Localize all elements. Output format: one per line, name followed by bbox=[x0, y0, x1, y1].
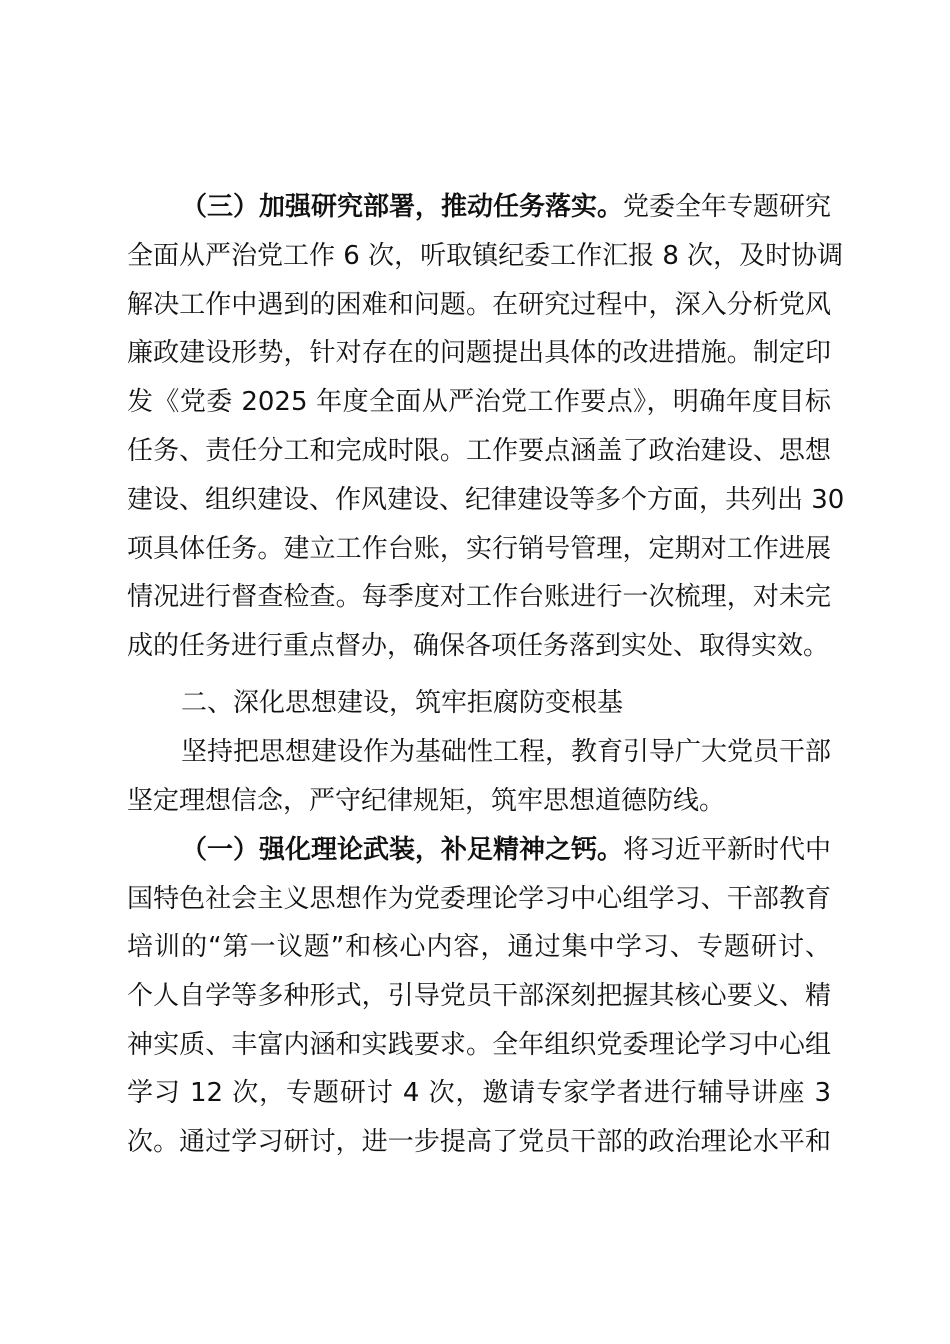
paragraph-line: 成的任务进行重点督办，确保各项任务落到实处、取得实效。 bbox=[127, 631, 830, 661]
paragraph-line: 国特色社会主义思想作为党委理论学习中心组学习、干部教育 bbox=[127, 884, 831, 914]
paragraph-line: 建设、组织建设、作风建设、纪律建设等多个方面，共列出 30 bbox=[127, 485, 845, 515]
paragraph-line: 学习 12 次，专题研讨 4 次，邀请专家学者进行辅导讲座 3 bbox=[127, 1078, 831, 1108]
paragraph-line: 个人自学等多种形式，引导党员干部深刻把握其核心要义、精 bbox=[127, 981, 831, 1011]
paragraph-line: 次。通过学习研讨，进一步提高了党员干部的政治理论水平和 bbox=[127, 1127, 831, 1157]
section-heading: 二、深化思想建设，筑牢拒腐防变根基 bbox=[181, 688, 624, 718]
paragraph-line: 全面从严治党工作 6 次，听取镇纪委工作汇报 8 次，及时协调 bbox=[127, 241, 844, 271]
paragraph-line: （三）加强研究部署，推动任务落实。党委全年专题研究 bbox=[181, 192, 832, 222]
paragraph-line: 坚定理想信念，严守纪律规矩，筑牢思想道德防线。 bbox=[127, 786, 726, 816]
paragraph-line: 培训的“第一议题”和核心内容，通过集中学习、专题研讨、 bbox=[127, 932, 831, 962]
paragraph-line: 解决工作中遇到的困难和问题。在研究过程中，深入分析党风 bbox=[127, 290, 831, 320]
paragraph-line: 项具体任务。建立工作台账，实行销号管理，定期对工作进展 bbox=[127, 534, 831, 564]
paragraph-line: 坚持把思想建设作为基础性工程，教育引导广大党员干部 bbox=[181, 737, 832, 767]
subsection-title: （三）加强研究部署，推动任务落实。 bbox=[181, 192, 624, 222]
paragraph-line: 廉政建设形势，针对存在的问题提出具体的改进措施。制定印 bbox=[127, 338, 831, 368]
paragraph-line: 发《党委 2025 年度全面从严治党工作要点》，明确年度目标 bbox=[127, 387, 831, 417]
paragraph-line: 情况进行督查检查。每季度对工作台账进行一次梳理，对未完 bbox=[127, 582, 831, 612]
paragraph-line: 神实质、丰富内涵和实践要求。全年组织党委理论学习中心组 bbox=[127, 1030, 831, 1060]
paragraph-line: 任务、责任分工和完成时限。工作要点涵盖了政治建设、思想 bbox=[127, 436, 831, 466]
paragraph-line: （一）强化理论武装，补足精神之钙。将习近平新时代中 bbox=[181, 835, 832, 865]
subsection-title: （一）强化理论武装，补足精神之钙。 bbox=[181, 835, 624, 865]
